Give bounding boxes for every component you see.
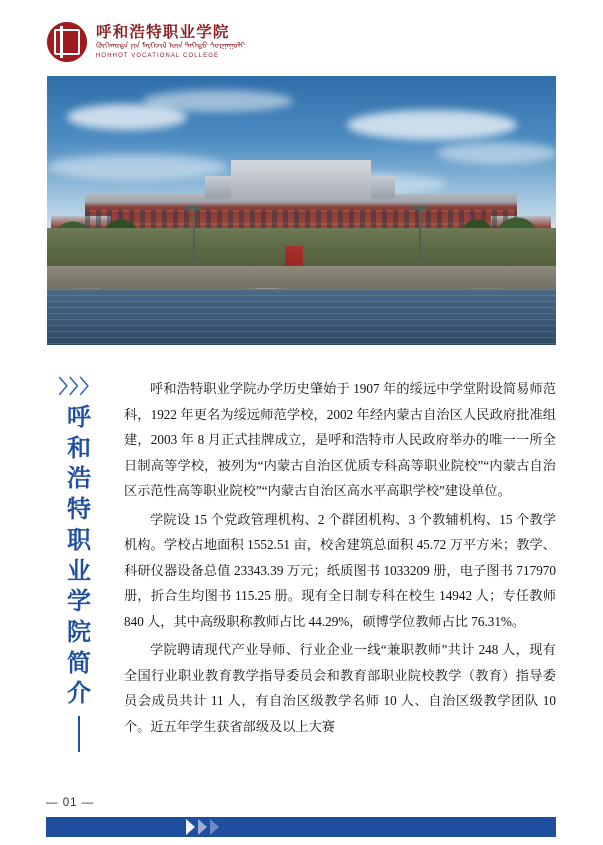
title-char: 学 (67, 589, 91, 616)
arrow-shape (210, 819, 219, 835)
cloud-shape (347, 110, 517, 140)
cloud-shape (47, 154, 227, 180)
paragraph: 呼和浩特职业学院办学历史肇始于 1907 年的绥远中学堂附设简易师范科，1922 年更名为绥远师范学校，2002 年经内蒙古自治区人民政府批准组建，2003 年 8 月正式挂牌成立，是呼和浩特市人民政府举办的唯一一所全日制高等学校，被列为“内蒙古自治区优质专科高等职业院校”“内蒙古自治区示范性高等职业院校”“内蒙古自治区高水平高职学校”建设单位。 (124, 381, 556, 498)
page-number: — 01 — (46, 797, 95, 809)
campus-photo (47, 76, 556, 345)
logo-name-mongolian: ᠬᠥᠬᠡᠬᠣᠲᠠ ᠶᠢᠨ ᠮᠡᠷᠭᠡᠵᠢᠯ ᠦᠨ ᠳᠡᠭᠡᠳᠦ ᠰᠤᠷᠭᠠᠭᠤᠯᠢ (96, 41, 245, 51)
footer-bar (46, 817, 556, 837)
arrow-shape (186, 819, 195, 835)
title-char: 和 (67, 435, 91, 462)
title-char: 简 (67, 650, 91, 677)
title-rule (78, 716, 80, 752)
chevron-marks-icon: 〉〉〉 (58, 377, 100, 398)
title-char: 特 (67, 497, 91, 524)
paragraph: 学院聘请现代产业导师、行业企业一线“兼职教师”共计 248 人，现有全国行业职业教育教学指导委员会和教育部职业院校教学（教育）指导委员会成员共计 11 人，有自治区级教学名师 10 人、自治区级教学团队 10 个。近五年学生获省部级及以上大赛 (124, 642, 556, 734)
triple-arrow-icon (186, 819, 222, 835)
title-char: 职 (67, 527, 91, 554)
title-char: 介 (67, 681, 91, 708)
title-char: 呼 (67, 405, 91, 431)
cloud-shape (437, 142, 556, 164)
logo-text-group (96, 25, 245, 59)
lake-water (47, 289, 556, 345)
logo-name-cn: 呼和浩特职业学院 (96, 24, 230, 42)
arrow-shape (198, 819, 207, 835)
title-char: 业 (67, 558, 91, 585)
section-title-chars (50, 403, 108, 710)
school-seal-icon (47, 22, 87, 62)
body-text-column (124, 376, 556, 742)
title-char: 浩 (67, 466, 91, 493)
building-center-tower (231, 160, 371, 200)
cloud-shape (143, 90, 293, 112)
logo-name-en: HOHHOT VOCATIONAL COLLEGE (96, 52, 220, 59)
section-title-vertical (50, 378, 108, 752)
title-char: 院 (67, 620, 91, 647)
paragraph: 学院设 15 个党政管理机构、2 个群团机构、3 个教辅机构、15 个教学机构。学校占地面积 1552.51 亩，校舍建筑总面积 45.72 万平方米；教学、科研仪器设备总值 23343.39 万元；纸质图书 1033209 册，电子图书 717970 册，折合生均图书 115.25 册。现有全日制专科在校生 14942 人；专任教师 840 人，其中高级职称教师占比 44.29%，硕博学位教师占比 76.31%。 (124, 511, 556, 629)
college-logo (47, 18, 307, 66)
